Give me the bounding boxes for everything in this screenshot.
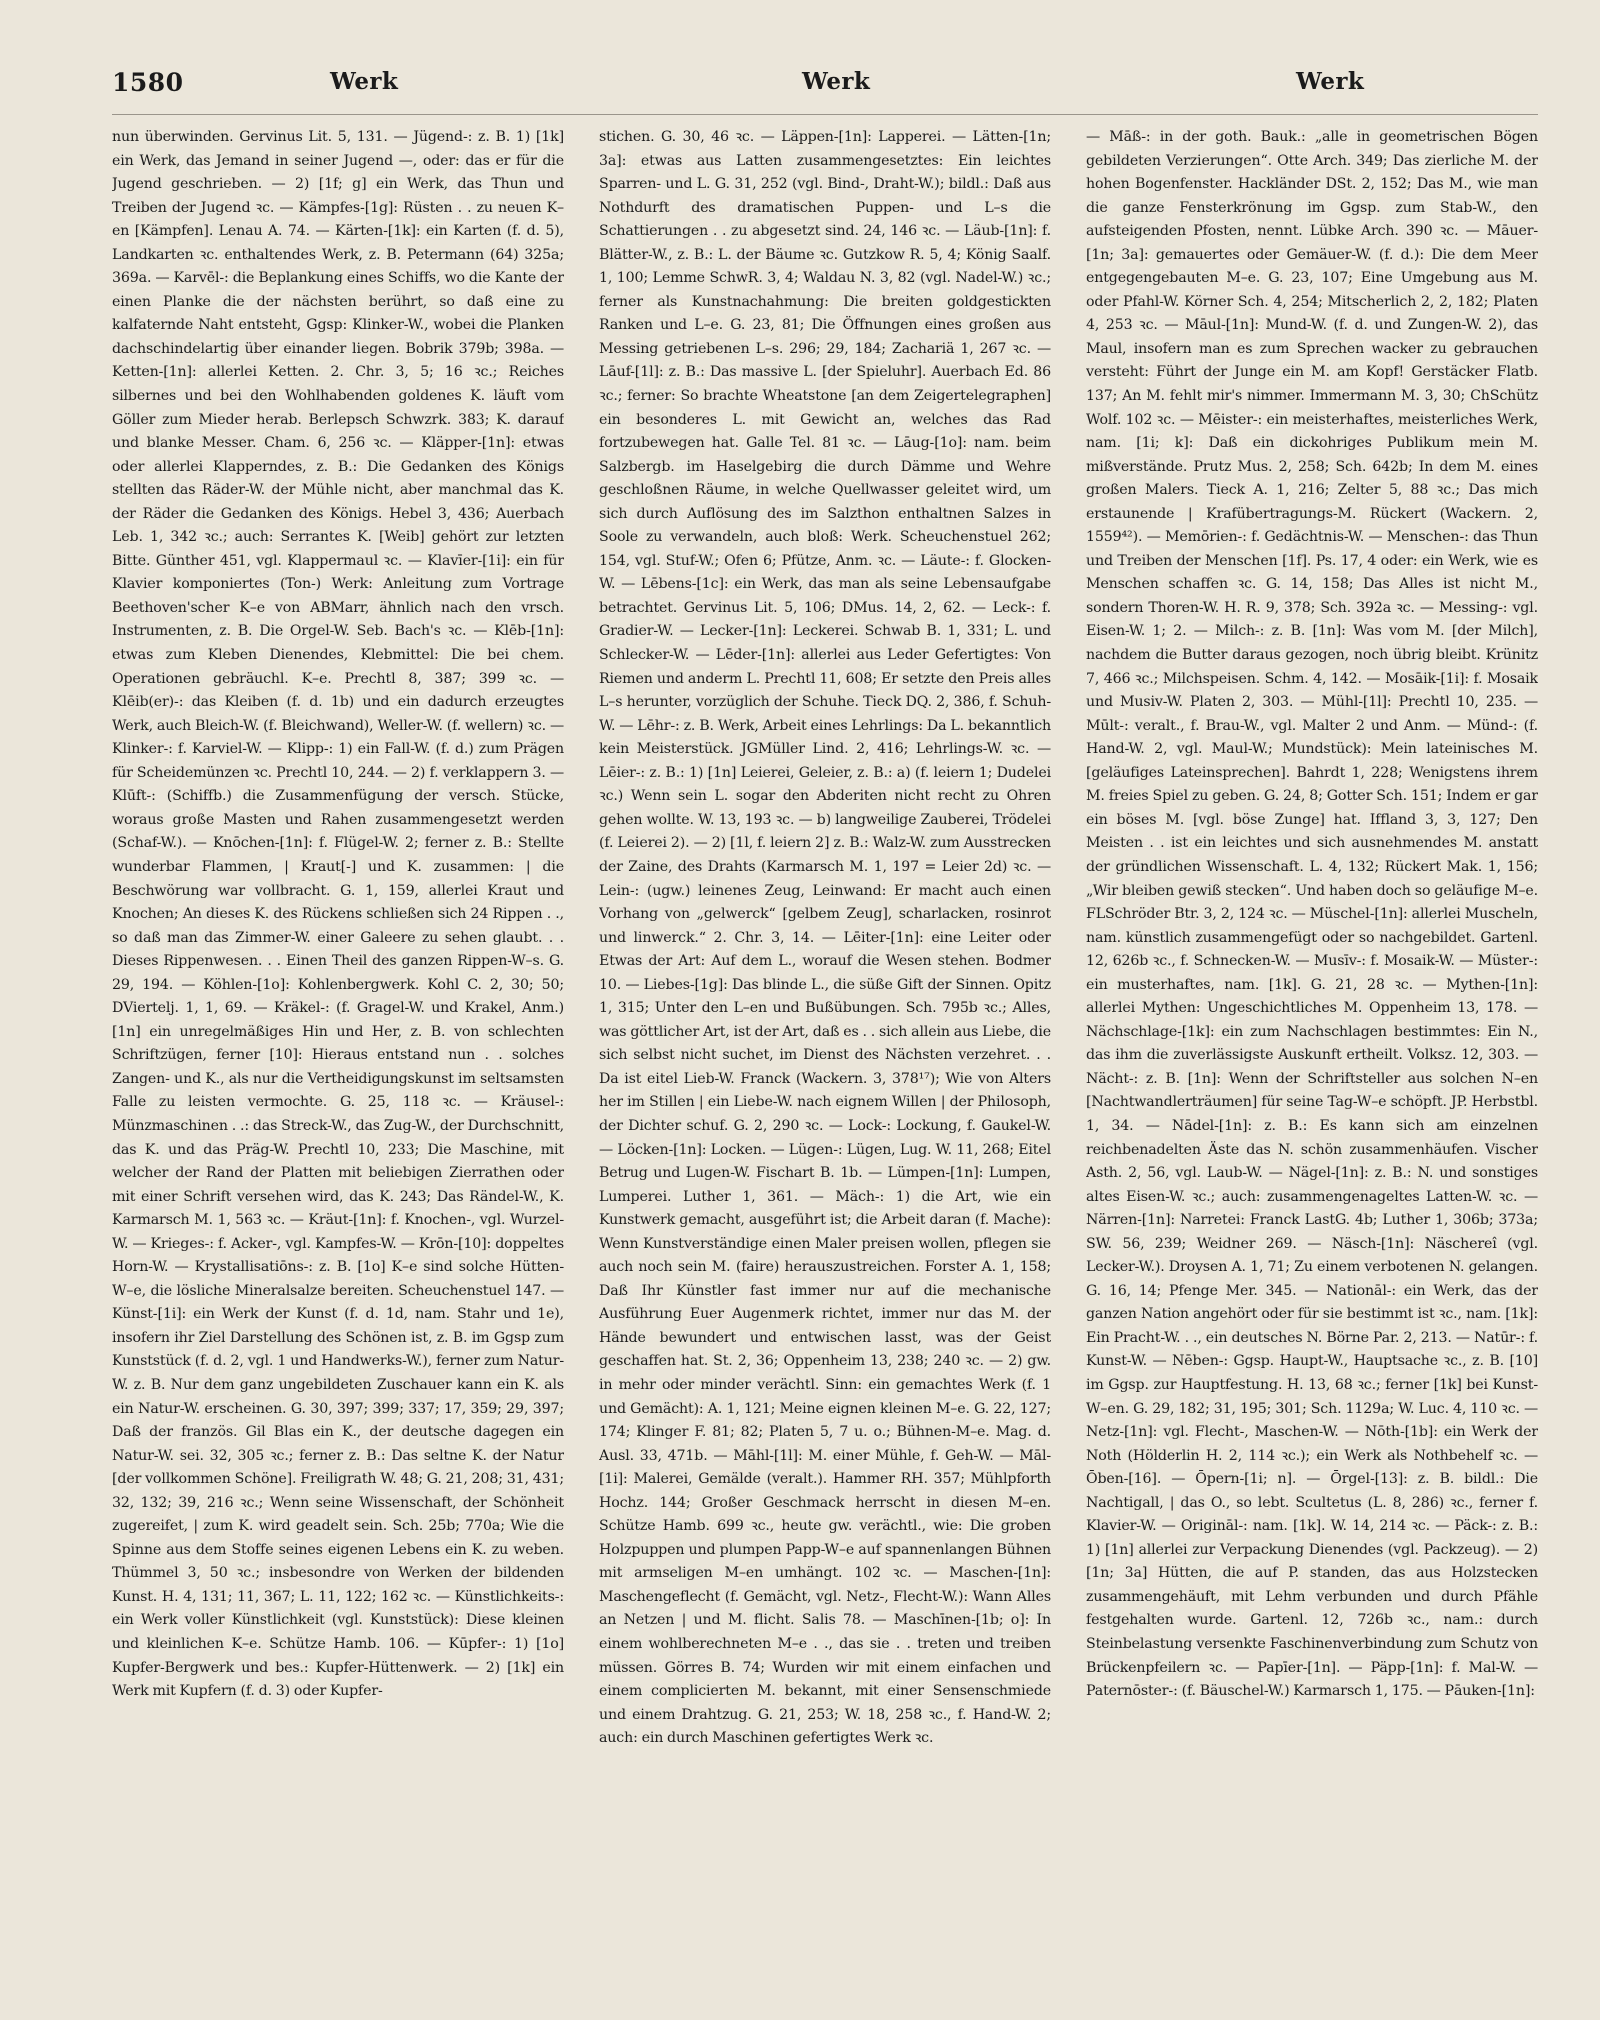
page-number: 1580 (112, 68, 184, 97)
page-header (112, 66, 1538, 115)
running-headword-center: Werk (802, 68, 871, 95)
dictionary-page (112, 66, 1538, 1996)
text-column-left (112, 126, 564, 1994)
text-column-right (1086, 126, 1538, 1994)
column-text: — Māß-: in der goth. Bauk.: „alle in geometrischen Bögen gebildeten Verzierungen“. Otte Arch. 349; Das zierliche M. der hohen Bogenfenster. Hackländer DSt. 2, 152; Das M., wie man die ganze Fensterkrönung im Ggsp. zum Stab-W., den aufsteigenden Pfosten, nennt. Lübke Arch. 390 ꝛc. — Māuer-[1n; 3a]: gemauertes oder Gemäuer-W. (f. d.): Die dem Meer entgegengebauten M–e. G. 23, 107; Eine Umgebung aus M. oder Pfahl-W. Körner Sch. 4, 254; Mitscherlich 2, 2, 182; Platen 4, 253 ꝛc. — Māul-[1n]: Mund-W. (f. d. und Zungen-W. 2), das Maul, insofern man es zum Sprechen wacker zu gebrauchen versteht: Führt der Junge ein M. am Kopf! Gerstäcker Flatb. 137; An M. fehlt mir's nimmer. Immermann M. 3, 30; ChSchütz Wolf. 102 ꝛc. — Mēister-: ein meisterhaftes, meisterliches Werk, nam. [1i; k]: Daß ein dickohriges Publikum mein M. mißverstände. Prutz Mus. 2, 258; Sch. 642b; In dem M. eines großen Malers. Tieck A. 1, 216; Zelter 5, 88 ꝛc.; Das mich erstaunende | Krafübertragungs-M. Rückert (Wackern. 2, 1559⁴²). — Memōrien-: f. Gedächtnis-W. — Menschen-: das Thun und Treiben der Menschen [1f]. Ps. 17, 4 oder: ein Werk, wie es Menschen schaffen ꝛc. G. 14, 158; Das Alles ist nicht M., sondern Thoren-W. H. R. 9, 378; Sch. 392a ꝛc. — Messing-: vgl. Eisen-W. 1; 2. — Milch-: z. B. [1n]: Was vom M. [der Milch], nachdem die Butter daraus gezogen, noch übrig bleibt. Krünitz 7, 466 ꝛc.; Milchspeisen. Schm. 4, 142. — Mosāik-[1i]: f. Mosaik und Musiv-W. Platen 2, 303. — Mühl-[1l]: Prechtl 10, 235. — Mūlt-: veralt., f. Brau-W., vgl. Malter 2 und Anm. — Münd-: (f. Hand-W. 2, vgl. Maul-W.; Mundstück): Mein lateinisches M. [geläufiges Lateinsprechen]. Bahrdt 1, 228; Wenigstens ihrem M. freies Spiel zu geben. G. 24, 8; Gotter Sch. 151; Indem er gar ein böses M. [vgl. böse Zunge] hat. Iffland 3, 3, 127; Den Meisten . . ist ein leichtes und sich ausnehmendes M. anstatt der gründlichen Wissenschaft. L. 4, 132; Rückert Mak. 1, 156; „Wir bleiben gewiß stecken“. Und haben doch so geläufige M–e. FLSchröder Btr. 3, 2, 124 ꝛc. — Müschel-[1n]: allerlei Muscheln, nam. künstlich zusammengefügt oder so nachgebildet. Gartenl. 12, 626b ꝛc., f. Schnecken-W. — Musīv-: f. Mosaik-W. — Müster-: ein musterhaftes, nam. [1k]. G. 21, 28 ꝛc. — Mythen-[1n]: allerlei Mythen: Ungeschichtliches M. Oppenheim 13, 178. — Nächschlage-[1k]: ein zum Nachschlagen bestimmtes: Ein N., das ihm die zuverlässigste Auskunft ertheilt. Volksz. 12, 303. — Nächt-: z. B. [1n]: Wenn der Schriftsteller aus solchen N–en [Nachtwandlerträumen] für seine Tag-W–e schöpft. JP. Herbstbl. 1, 34. — Nādel-[1n]: z. B.: Es kann sich am einzelnen reichbenadelten Äste das N. schön zusammenhäufen. Vischer Asth. 2, 56, vgl. Laub-W. — Nägel-[1n]: z. B.: N. und sonstiges altes Eisen-W. ꝛc.; auch: zusammengenageltes Latten-W. ꝛc. — Närren-[1n]: Narretei: Franck LastG. 4b; Luther 1, 306b; 373a; SW. 56, 239; Weidner 269. — Näsch-[1n]: Näschereî (vgl. Lecker-W.). Droysen A. 1, 71; Zu einem verbotenen N. gelangen. G. 16, 14; Pfenge Mer. 345. — Nationāl-: ein Werk, das der ganzen Nation angehört oder für sie bestimmt ist ꝛc., nam. [1k]: Ein Pracht-W. . ., ein deutsches N. Börne Par. 2, 213. — Natūr-: f. Kunst-W. — Nēben-: Ggsp. Haupt-W., Hauptsache ꝛc., z. B. [10] im Ggsp. zur Hauptfestung. H. 13, 68 ꝛc.; ferner [1k] bei Kunst-W–en. G. 29, 182; 31, 195; 301; Sch. 1129a; W. Luc. 4, 110 ꝛc. — Netz-[1n]: vgl. Flecht-, Maschen-W. — Nōth-[1b]: ein Werk der Noth (Hölderlin H. 2, 114 ꝛc.); ein Werk als Nothbehelf ꝛc. — Ōben-[16]. — Ōpern-[1i; n]. — Ōrgel-[13]: z. B. bildl.: Die Nachtigall, | das O., so lebt. Scultetus (L. 8, 286) ꝛc., ferner f. Klavier-W. — Origināl-: nam. [1k]. W. 14, 214 ꝛc. — Päck-: z. B.: 1) [1n] allerlei zur Verpackung Dienendes (vgl. Packzeug). — 2) [1n; 3a] Hütten, die auf P. standen, das aus Holzstecken zusammengehäuft, mit Lehm verbunden und durch Pfähle festgehalten wurde. Gartenl. 12, 726b ꝛc., nam.: durch Steinbelastung versenkte Faschinenverbindung zum Schutz von Brückenpfeilern ꝛc. — Papīer-[1n]. — Päpp-[1n]: f. Mal-W. — Paternōster-: (f. Bäuschel-W.) Karmarsch 1, 175. — Pāuken-[1n]: (1086, 129, 1538, 1700)
text-columns (112, 126, 1538, 1994)
running-headword-left: Werk (330, 68, 399, 95)
column-text: nun überwinden. Gervinus Lit. 5, 131. — Jügend-: z. B. 1) [1k] ein Werk, das Jemand in seiner Jugend —, oder: das er für die Jugend geschrieben. — 2) [1f; g] ein Werk, das Thun und Treiben der Jugend ꝛc. — Kämpfes-[1g]: Rüsten . . zu neuen K–en [Kämpfen]. Lenau A. 74. — Kärten-[1k]: ein Karten (f. d. 5), Landkarten ꝛc. enthaltendes Werk, z. B. Petermann (64) 325a; 369a. — Karvēl-: die Beplankung eines Schiffs, wo die Kante der einen Planke die der nächsten berührt, so daß eine zu kalfaternde Naht entsteht, Ggsp: Klinker-W., wobei die Planken dachschindelartig über einander liegen. Bobrik 379b; 398a. — Ketten-[1n]: allerlei Ketten. 2. Chr. 3, 5; 16 ꝛc.; Reiches silbernes und bei den Wohlhabenden goldenes K. läuft vom Göller zum Mieder herab. Berlepsch Schwzrk. 383; K. darauf und blanke Messer. Cham. 6, 256 ꝛc. — Kläpper-[1n]: etwas oder allerlei Klapperndes, z. B.: Die Gedanken des Königs stellten das Räder-W. der Mühle nicht, aber manchmal das K. der Räder die Gedanken des Königs. Hebel 3, 436; Auerbach Leb. 1, 342 ꝛc.; auch: Serrantes K. [Weib] gehört zur letzten Bitte. Günther 451, vgl. Klappermaul ꝛc. — Klavīer-[1i]: ein für Klavier komponiertes (Ton-) Werk: Anleitung zum Vortrage Beethoven'scher K–e von ABMarr, ähnlich nach den vrsch. Instrumenten, z. B. Die Orgel-W. Seb. Bach's ꝛc. — Klēb-[1n]: etwas zum Kleben Dienendes, Klebmittel: Die bei chem. Operationen gebräuchl. K–e. Prechtl 8, 387; 399 ꝛc. — Klēib(er)-: das Kleiben (f. d. 1b) und ein dadurch erzeugtes Werk, auch Bleich-W. (f. Bleichwand), Weller-W. (f. wellern) ꝛc. — Klinker-: f. Karviel-W. — Klipp-: 1) ein Fall-W. (f. d.) zum Prägen für Scheidemünzen ꝛc. Prechtl 10, 244. — 2) f. verklappern 3. — Klūft-: (Schiffb.) die Zusammenfügung der versch. Stücke, woraus große Masten und Rahen zusammengesetzt werden (Schaf-W.). — Knōchen-[1n]: f. Flügel-W. 2; ferner z. B.: Stellte wunderbar Flammen, | Kraut[-] und K. zusammen: | die Beschwörung war vollbracht. G. 1, 159, allerlei Kraut und Knochen; An dieses K. des Rückens schließen sich 24 Rippen . ., so daß man das Zimmer-W. einer Galeere zu sehen glaubt. . . Dieses Rippenwesen. . . Einen Theil des ganzen Rippen-W–s. G. 29, 194. — Köhlen-[1o]: Kohlenbergwerk. Kohl C. 2, 30; 50; DViertelj. 1, 1, 69. — Kräkel-: (f. Gragel-W. und Krakel, Anm.) [1n] ein unregelmäßiges Hin und Her, z. B. von schlechten Schriftzügen, ferner [10]: Hieraus entstand nun . . solches Zangen- und K., als nur die Vertheidigungskunst im seltsamsten Falle zu leisten vermochte. G. 25, 118 ꝛc. — Kräusel-: Münzmaschinen . .: das Streck-W., das Zug-W., der Durchschnitt, das K. und das Präg-W. Prechtl 10, 233; Die Maschine, mit welcher der Rand der Platten mit beliebigen Zierrathen oder mit einer Schrift versehen wird, das K. 243; Das Rändel-W., K. Karmarsch M. 1, 563 ꝛc. — Kräut-[1n]: f. Knochen-, vgl. Wurzel-W. — Krieges-: f. Acker-, vgl. Kampfes-W. — Krōn-[10]: doppeltes Horn-W. — Krystallisatiōns-: z. B. [1o] K–e sind solche Hütten-W–e, die lösliche Mineralsalze bereiten. Scheuchenstuel 147. — Künst-[1i]: ein Werk der Kunst (f. d. 1d, nam. Stahr und 1e), insofern ihr Ziel Darstellung des Schönen ist, z. B. im Ggsp zum Kunststück (f. d. 2, vgl. 1 und Handwerks-W.), ferner zum Natur-W. z. B. Nur dem ganz ungebildeten Zuschauer kann ein K. als ein Natur-W. erscheinen. G. 30, 397; 399; 337; 17, 359; 29, 397; Daß der französ. Gil Blas ein K., der deutsche dagegen ein Natur-W. sei. 32, 305 ꝛc.; ferner z. B.: Das seltne K. der Natur [der vollkommen Schöne]. Freiligrath W. 48; G. 21, 208; 31, 431; 32, 132; 39, 216 ꝛc.; Wenn seine Wissenschaft, der Schönheit zugereifet, | zum K. wird geadelt sein. Sch. 25b; 770a; Wie die Spinne aus dem Stoffe seines eigenen Lebens ein K. zu weben. Thümmel 3, 50 ꝛc.; insbesondre von Werken der bildenden Kunst. H. 4, 131; 11, 367; L. 11, 122; 162 ꝛc. — Künstlichkeits-: ein Werk voller Künstlichkeit (vgl. Kunststück): Diese kleinen und kleinlichen K–e. Schütze Hamb. 106. — Kūpfer-: 1) [1o] Kupfer-Bergwerk und bes.: Kupfer-Hüttenwerk. — 2) [1k] ein Werk mit Kupfern (f. d. 3) oder Kupfer- (112, 129, 564, 1700)
column-text: stichen. G. 30, 46 ꝛc. — Läppen-[1n]: Lapperei. — Lätten-[1n; 3a]: etwas aus Latten zusammengesetztes: Ein leichtes Sparren- und L. G. 31, 252 (vgl. Bind-, Draht-W.); bildl.: Daß aus Nothdurft des dramatischen Puppen- und L–s die Schattierungen . . zu abgesetzt sind. 24, 146 ꝛc. — Läub-[1n]: f. Blätter-W., z. B.: L. der Bäume ꝛc. Gutzkow R. 5, 4; König Saalf. 1, 100; Lemme SchwR. 3, 4; Waldau N. 3, 82 (vgl. Nadel-W.) ꝛc.; ferner als Kunstnachahmung: Die breiten goldgestickten Ranken und L–e. G. 23, 81; Die Öffnungen eines großen aus Messing getriebenen L–s. 296; 29, 184; Zachariä 1, 267 ꝛc. — Lāuf-[1l]: z. B.: Das massive L. [der Spieluhr]. Auerbach Ed. 86 ꝛc.; ferner: So brachte Wheatstone [an dem Zeigertelegraphen] ein besonderes L. mit Gewicht an, welches das Rad fortzubewegen hat. Galle Tel. 81 ꝛc. — Lāug-[1o]: nam. beim Salzbergb. im Haselgebirg die durch Dämme und Wehre geschloßnen Räume, in welche Quellwasser geleitet wird, um sich durch Auflösung des im Salzthon enthaltnen Salzes in Soole zu verwandeln, auch bloß: Werk. Scheuchenstuel 262; 154, vgl. Stuf-W.; Ofen 6; Pfütze, Anm. ꝛc. — Läute-: f. Glocken-W. — Lēbens-[1c]: ein Werk, das man als seine Lebensaufgabe betrachtet. Gervinus Lit. 5, 106; DMus. 14, 2, 62. — Leck-: f. Gradier-W. — Lecker-[1n]: Leckerei. Schwab B. 1, 331; L. und Schlecker-W. — Lēder-[1n]: allerlei aus Leder Gefertigtes: Von Riemen und anderm L. Prechtl 11, 608; Er setzte den Preis alles L–s herunter, vorzüglich der Schuhe. Tieck DQ. 2, 386, f. Schuh-W. — Lēhr-: z. B. Werk, Arbeit eines Lehrlings: Da L. bekanntlich kein Meisterstück. JGMüller Lind. 2, 416; Lehrlings-W. ꝛc. — Lēier-: z. B.: 1) [1n] Leierei, Geleier, z. B.: a) (f. leiern 1; Dudelei ꝛc.) Wenn sein L. sogar den Abderiten nicht recht zu Ohren gehen wollte. W. 13, 193 ꝛc. — b) langweilige Zauberei, Trödelei (f. Leierei 2). — 2) [1l, f. leiern 2] z. B.: Walz-W. zum Ausstrecken der Zaine, des Drahts (Karmarsch M. 1, 197 = Leier 2d) ꝛc. — Lein-: (ugw.) leinenes Zeug, Leinwand: Er macht auch einen Vorhang von „gelwerck“ [gelbem Zeug], scharlacken, rosinrot und linwerck.“ 2. Chr. 3, 14. — Lēiter-[1n]: eine Leiter oder Etwas der Art: Auf dem L., worauf die Wesen stehen. Bodmer 10. — Liebes-[1g]: Das blinde L., die süße Gift der Sinnen. Opitz 1, 315; Unter den L–en und Bußübungen. Sch. 795b ꝛc.; Alles, was göttlicher Art, ist der Art, daß es . . sich allein aus Liebe, die sich selbst nicht suchet, im Dienst des Nächsten verzehret. . . Da ist eitel Lieb-W. Franck (Wackern. 3, 378¹⁷); Wie von Alters her im Stillen | ein Liebe-W. nach eignem Willen | der Philosoph, der Dichter schuf. G. 2, 290 ꝛc. — Lock-: Lockung, f. Gaukel-W. — Löcken-[1n]: Locken. — Lügen-: Lügen, Lug. W. 11, 268; Eitel Betrug und Lugen-W. Fischart B. 1b. — Lümpen-[1n]: Lumpen, Lumperei. Luther 1, 361. — Mäch-: 1) die Art, wie ein Kunstwerk gemacht, ausgeführt ist; die Arbeit daran (f. Mache): Wenn Kunstverständige einen Maler preisen wollen, pflegen sie auch noch sein M. (faire) herauszustreichen. Forster A. 1, 158; Daß Ihr Künstler fast immer nur auf die mechanische Ausführung Euer Augenmerk richtet, immer nur das M. der Hände bewundert und entwischen lasst, was der Geist geschaffen hat. St. 2, 36; Oppenheim 13, 238; 240 ꝛc. — 2) gw. in mehr oder minder verächtl. Sinn: ein gemachtes Werk (f. 1 und Gemächt): A. 1, 121; Meine eignen kleinen M–e. G. 22, 127; 174; Klinger F. 81; 82; Platen 5, 7 u. o.; Bühnen-M–e. Mag. d. Ausl. 33, 471b. — Māhl-[1l]: M. einer Mühle, f. Geh-W. — Māl-[1i]: Malerei, Gemälde (veralt.). Hammer RH. 357; Mühlpforth Hochz. 144; Großer Geschmack herrscht in diesen M–en. Schütze Hamb. 699 ꝛc., heute gw. verächtl., wie: Die groben Holzpuppen und plumpen Papp-W–e auf spannenlangen Bühnen mit armseligen M–en umhängt. 102 ꝛc. — Maschen-[1n]: Maschengeflecht (f. Gemächt, vgl. Netz-, Flecht-W.): Wann Alles an Netzen | und M. flicht. Salis 78. — Maschīnen-[1b; o]: In einem wohlberechneten M–e . ., das sie . . treten und treiben müssen. Görres B. 74; Wurden wir mit einem einfachen und einem complicierten M. bekannt, mit einer Sensenschmiede und einem Drahtzug. G. 21, 253; W. 18, 258 ꝛc., f. Hand-W. 2; auch: ein durch Maschinen gefertigtes Werk ꝛc. (599, 129, 1051, 1747)
text-column-middle (599, 126, 1051, 1994)
running-headword-right: Werk (1296, 68, 1365, 95)
